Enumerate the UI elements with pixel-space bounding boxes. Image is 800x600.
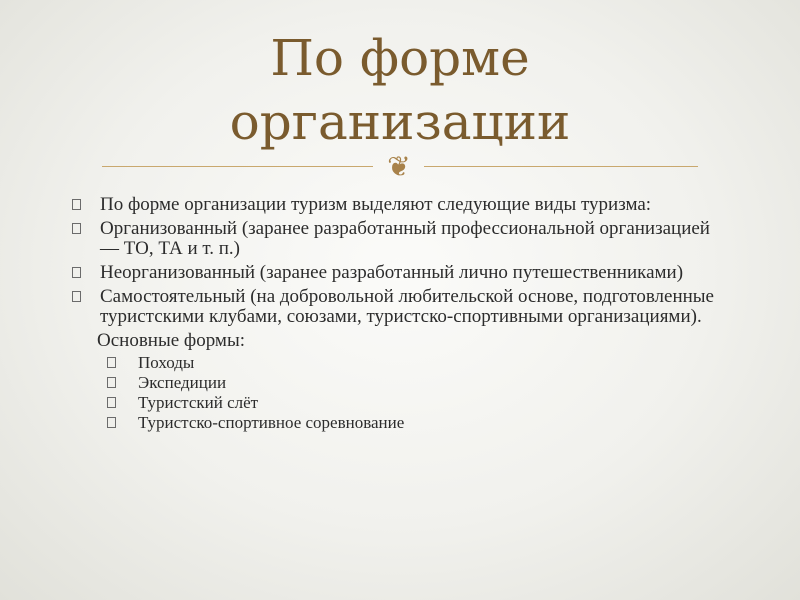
forms-heading: Основные формы: [97,330,246,351]
sub-list-item-text: Походы [138,353,195,372]
ornament-icon: ❦ [387,150,411,183]
title-divider-right [424,166,698,167]
slide-title [0,26,800,154]
sub-list-item-text: Экспедиции [138,373,227,392]
list-item [70,195,720,215]
bullet-icon [105,414,119,431]
sub-list-item-text: Туристско-спортивное соревнование [138,413,405,432]
bullet-icon [70,288,84,305]
list-item-text: Самостоятельный (на добровольной любительской основе, подготовленные туристскими клубами, союзами, туристско-спортивными организациями). [100,286,714,327]
list-item-text: Неорганизованный (заранее разработанный лично путешественниками) [100,262,684,283]
bullet-icon [105,354,119,371]
list-item-text: По форме организации туризм выделяют следующие виды туризма: [100,194,652,215]
list-item [70,287,720,327]
title-line-2: организации [229,93,571,151]
bullet-icon [70,220,84,237]
list-item [70,263,720,283]
sub-list-item [70,373,720,392]
bullet-icon [70,264,84,281]
sub-list-item [70,413,720,432]
sub-list-item [70,353,720,372]
slide-content [70,195,720,433]
sub-list-item-text: Туристский слёт [138,393,259,412]
title-divider-left [102,166,373,167]
bullet-icon [105,374,119,391]
title-line-1: По форме [270,29,530,87]
bullet-icon [105,394,119,411]
list-item-text: Организованный (заранее разработанный профессиональной организацией — ТО, ТА и т. п.) [100,218,710,259]
bullet-icon [70,196,84,213]
list-item [70,219,720,259]
sub-list-item [70,393,720,412]
